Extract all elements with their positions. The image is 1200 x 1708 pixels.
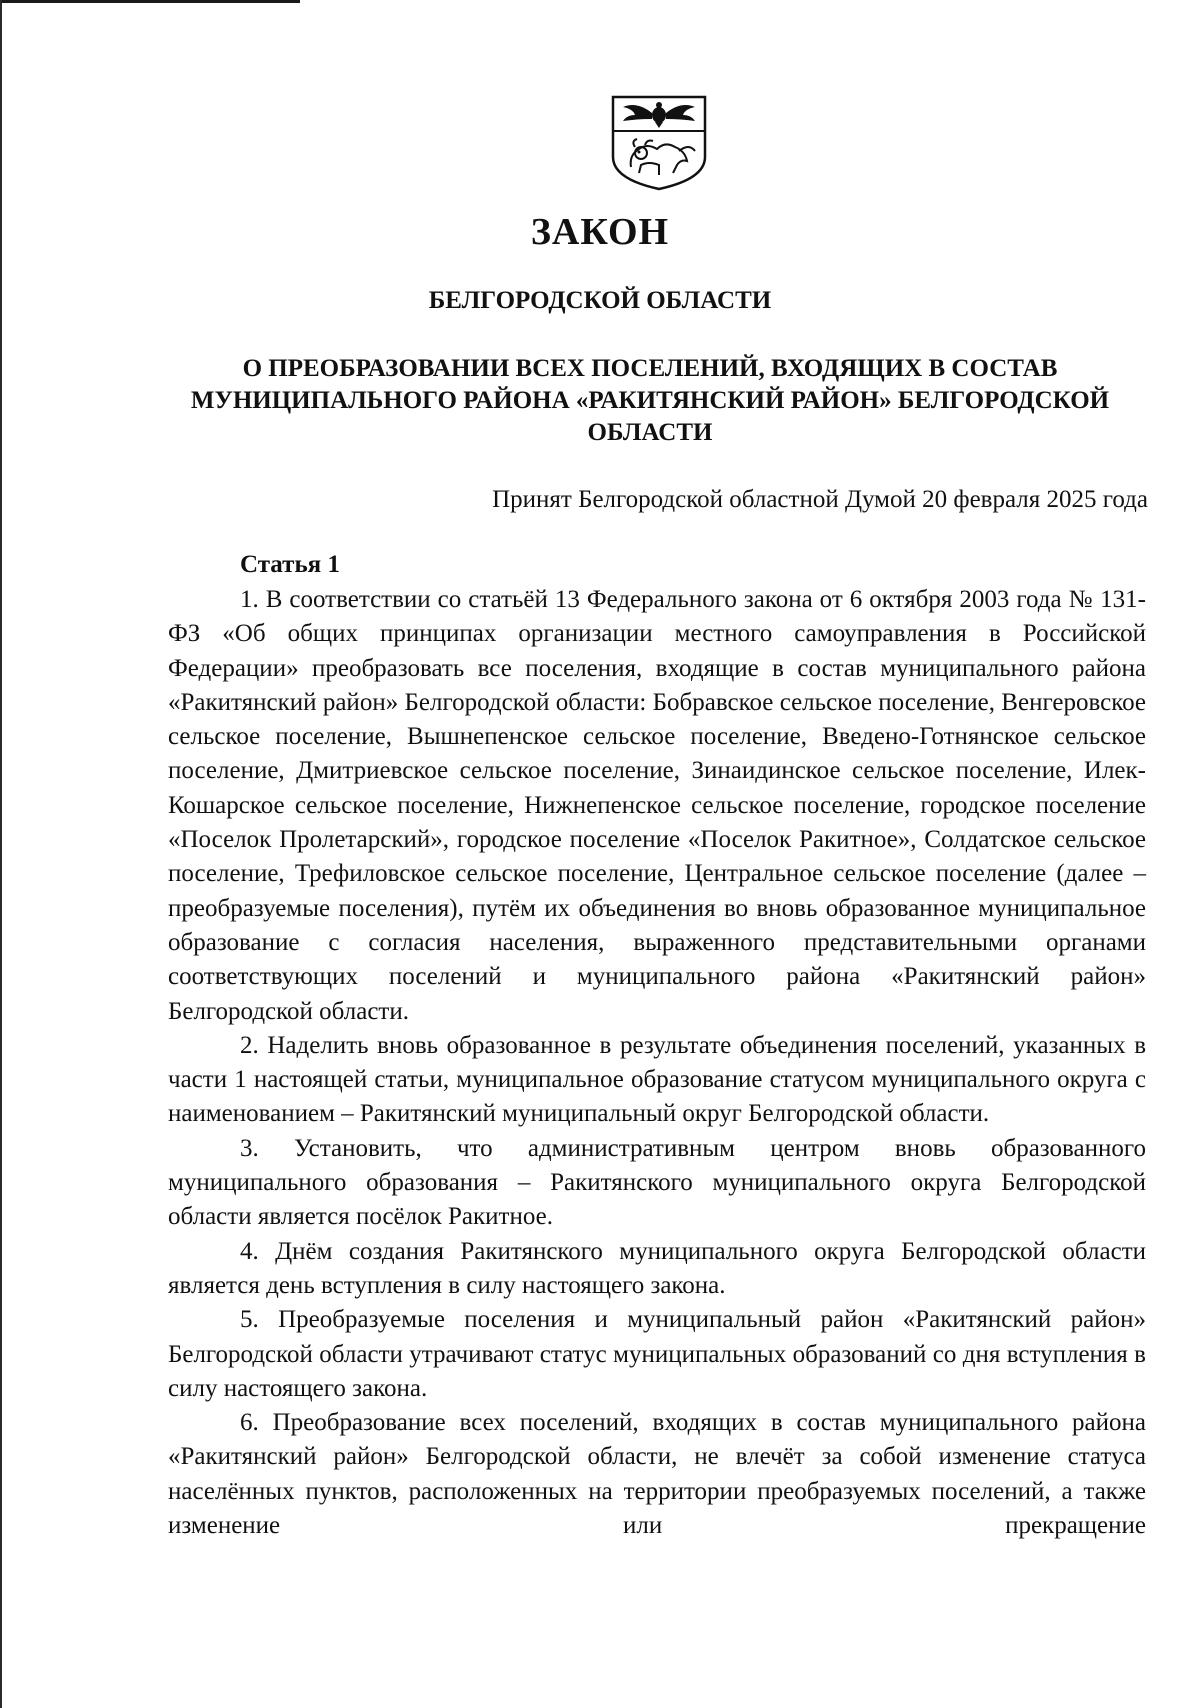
article-title: Статья 1 [240,551,340,578]
article-paragraph-1: 1. В соответствии со статьёй 13 Федерального закона от 6 октября 2003 года № 131-ФЗ «Об общих принципах организации местного самоуправления в Российской Федерации» преобразовать все поселения, входящие в состав муниципального района «Ракитянский район» Белгородской области: Бобравское сельское поселение, Венгеровское сельское поселение, Вышнепенское сельское поселение, Введено-Готнянское сельское поселение, Дмитриевское сельское поселение, Зинаидинское сельское поселение, Илек-Кошарское сельское поселение, Нижнепенское сельское поселение, городское поселение «Поселок Пролетарский», городское поселение «Поселок Ракитное», Солдатское сельское поселение, Трефиловское сельское поселение, Центральное сельское поселение (далее – преобразуемые поселения), путём их объединения во вновь образованное муниципальное образование с согласия населения, выраженного представительными органами соответствующих поселений и муниципального района «Ракитянский район» Белгородской области. [168,586,1146,1025]
adoption-line: Принят Белгородской областной Думой 20 февраля 2025 года [492,486,1148,513]
law-subject-title: О ПРЕОБРАЗОВАНИИ ВСЕХ ПОСЕЛЕНИЙ, ВХОДЯЩИХ В СОСТАВ МУНИЦИПАЛЬНОГО РАЙОНА «РАКИТЯНСКИЙ РАЙОН» БЕЛГОРОДСКОЙ ОБЛАСТИ [190,355,1110,446]
law-title: ЗАКОН [530,211,670,253]
region-title: БЕЛГОРОДСКОЙ ОБЛАСТИ [428,287,772,314]
article-body [168,583,1146,1543]
article-paragraph-3: 3. Установить, что административным центром вновь образованного муниципального образования – Ракитянского муниципального округа Белгородской области является посёлок Ракитное. [168,1134,1146,1231]
article-paragraph-4: 4. Днём создания Ракитянского муниципального округа Белгородской области является день вступления в силу настоящего закона. [168,1237,1146,1299]
article-paragraph-2: 2. Наделить вновь образованное в результате объединения поселений, указанных в части 1 настоящей статьи, муниципальное образование статусом муниципального округа с наименованием – Ракитянский муниципальный округ Белгородской области. [168,1031,1146,1128]
article-paragraph-6: 6. Преобразование всех поселений, входящих в состав муниципального района «Ракитянский район» Белгородской области, не влечёт за собой изменение статуса населённых пунктов, расположенных на территории преобразуемых поселений, а также изменение или прекращение [168,1409,1146,1540]
scan-edge-top [0,0,300,3]
belgorod-coat-of-arms-icon [609,95,709,191]
article-paragraph-5: 5. Преобразуемые поселения и муниципальный район «Ракитянский район» Белгородской области утрачивают статус муниципальных образований со дня вступления в силу настоящего закона. [168,1306,1146,1402]
scan-edge-left [0,0,2,1708]
